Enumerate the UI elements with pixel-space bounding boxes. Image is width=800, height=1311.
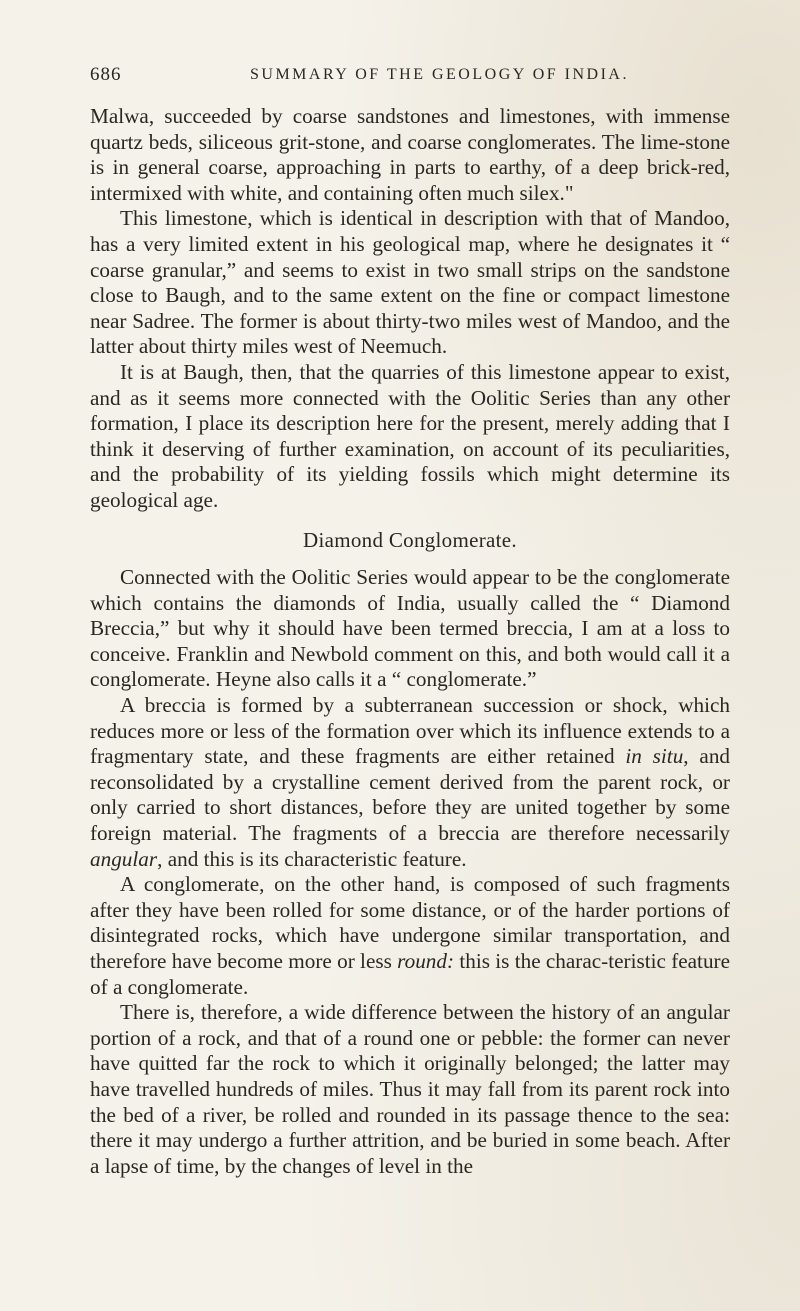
paragraph-text: Connected with the Oolitic Series would appear to be the conglomerate which contains the diamonds of India, usually called the “ Diamond Breccia,” but why it should have been termed breccia, I am at a loss to conceive. Franklin and Newbold comment on this, and both would call it a conglomerate. Heyne also calls it a “ conglomerate.” (90, 565, 730, 692)
paragraph-text: This limestone, which is identical in description with that of Mandoo, has a very limited extent in his geological map, where he designates it “ coarse granular,” and seems to exist in two small strips on the sandstone close to Baugh, and to the same extent on the fine or compact limestone near Sadree. The former is about thirty-two miles west of Mandoo, and the latter about thirty miles west of Neemuch. (90, 206, 730, 359)
paragraph-text: A conglomerate, on the other hand, is composed of such fragments after they have been rolled for some distance, or of the harder portions of disintegrated rocks, which have undergone similar transportation, and therefore have become more or less (90, 872, 730, 973)
section-heading: Diamond Conglomerate. (303, 527, 517, 552)
paragraph (90, 565, 730, 693)
paragraph-text: It is at Baugh, then, that the quarries of this limestone appear to exist, and as it seems more connected with the Oolitic Series than any other formation, I place its description here for the present, merely adding that I think it deserving of further examination, on account of its peculiarities, and the probability of its yielding fossils which might determine its geological age. (90, 359, 730, 512)
paragraph-text: A breccia is formed by a subterranean succession or shock, which reduces more or less of the formation over which its influence extends to a fragmentary state, and these fragments are either retained (90, 693, 730, 769)
paragraph (90, 872, 730, 1000)
paragraph (90, 693, 730, 872)
paragraph (90, 360, 730, 514)
italic-term: round: (397, 949, 455, 973)
paragraph-text: , and this is its characteristic feature. (157, 846, 467, 871)
paragraph-text: There is, therefore, a wide difference between the history of an angular portion of a rock, and that of a round one or pebble: the former can never have quitted far the rock to which it originally belonged; the latter may have travelled hundreds of miles. Thus it may fall from its parent rock into the bed of a river, be rolled and rounded in its passage thence to the sea: there it may undergo a further attrition, and be buried in some beach. After a lapse of time, by the changes of level in the (90, 1000, 730, 1178)
paragraph-text: this is the charac-teristic feature of a conglomerate. (90, 949, 730, 999)
body-text (90, 104, 730, 1179)
running-head: SUMMARY OF THE GEOLOGY OF INDIA. (250, 66, 629, 83)
page-number: 686 (90, 64, 122, 85)
page-header (90, 64, 730, 94)
paragraph (90, 206, 730, 360)
italic-term: angular (90, 846, 158, 871)
paragraph (90, 104, 730, 206)
paragraph (90, 1000, 730, 1179)
paragraph-text: Malwa, succeeded by coarse sandstones and limestones, with immense quartz beds, siliceous grit-stone, and coarse conglomerates. The lime-stone is in general coarse, approaching in parts to earthy, of a deep brick-red, intermixed with white, and containing often much silex." (90, 104, 730, 205)
italic-term: in situ (625, 744, 684, 769)
paragraph-text: , and reconsolidated by a crystalline cement derived from the parent rock, or only carried to short distances, before they are united together by some foreign material. The fragments of a breccia are therefore necessarily (90, 744, 731, 846)
